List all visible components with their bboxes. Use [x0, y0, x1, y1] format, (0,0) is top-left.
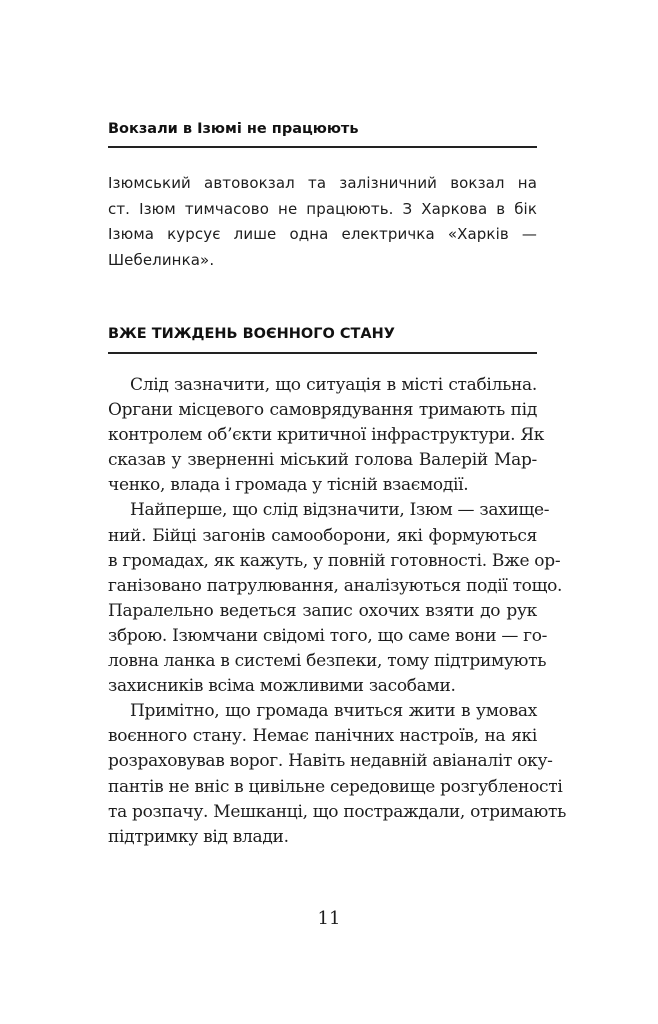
paragraph-line: ченко, влада і громада у тісній взаємодії.: [108, 475, 469, 496]
paragraph-line: сказав у зверненні міський голова Валерій Мар-: [108, 450, 537, 471]
sidebar-heading: Вокзали в Ізюмі не працюють: [108, 121, 359, 137]
paragraph-line: зброю. Ізюмчани свідомі того, що саме вони — го-: [108, 625, 548, 646]
article-heading: ВЖЕ ТИЖДЕНЬ ВОЄННОГО СТАНУ: [108, 326, 395, 342]
article-heading-rule: [108, 352, 537, 354]
paragraph-line: Найперше, що слід відзначити, Ізюм — захище-: [130, 500, 550, 521]
sidebar-line: Ізюмський автовокзал та залізничний вокзал на: [108, 174, 537, 192]
sidebar-line: Шебелинка».: [108, 250, 215, 269]
paragraph: [108, 498, 563, 699]
paragraph: [108, 373, 545, 498]
paragraph-line: підтримку від влади.: [108, 826, 289, 847]
paragraph-line: захисників всіма можливими засобами.: [108, 676, 456, 697]
paragraph-line: ганізовано патрулювання, аналізуються події тощо.: [108, 575, 563, 596]
paragraph-line: контролем об’єкти критичної інфраструктури. Як: [108, 425, 545, 446]
sidebar-heading-rule: [108, 146, 537, 148]
sidebar-text: [108, 171, 537, 273]
paragraph-line: Органи місцевого самоврядування тримають під: [108, 400, 537, 421]
paragraph-line: розраховував ворог. Навіть недавній авіаналіт оку-: [108, 751, 553, 772]
paragraph-line: Паралельно ведеться запис охочих взяти до рук: [108, 600, 537, 621]
paragraph-line: ловна ланка в системі безпеки, тому підтримують: [108, 651, 547, 672]
paragraph-line: Слід зазначити, що ситуація в місті стабільна.: [130, 375, 537, 395]
article-body: [108, 373, 567, 850]
paragraph-line: Примітно, що громада вчиться жити в умовах: [130, 701, 537, 722]
paragraph-line: та розпачу. Мешканці, що постраждали, отримають: [108, 801, 567, 822]
sidebar-line: Ізюма курсує лише одна електричка «Харків —: [108, 225, 537, 243]
paragraph-line: воєнного стану. Немає панічних настроїв, на які: [108, 726, 537, 747]
paragraph-line: в громадах, як кажуть, у повній готовності. Вже ор-: [108, 550, 561, 571]
page-number: 11: [317, 908, 341, 929]
sidebar-line: ст. Ізюм тимчасово не працюють. З Харкова в бік: [108, 199, 537, 218]
paragraph: [108, 699, 567, 850]
paragraph-line: ний. Бійці загонів самооборони, які формуються: [108, 525, 537, 546]
paragraph-line: пантів не вніс в цивільне середовище розгубленості: [108, 776, 563, 797]
